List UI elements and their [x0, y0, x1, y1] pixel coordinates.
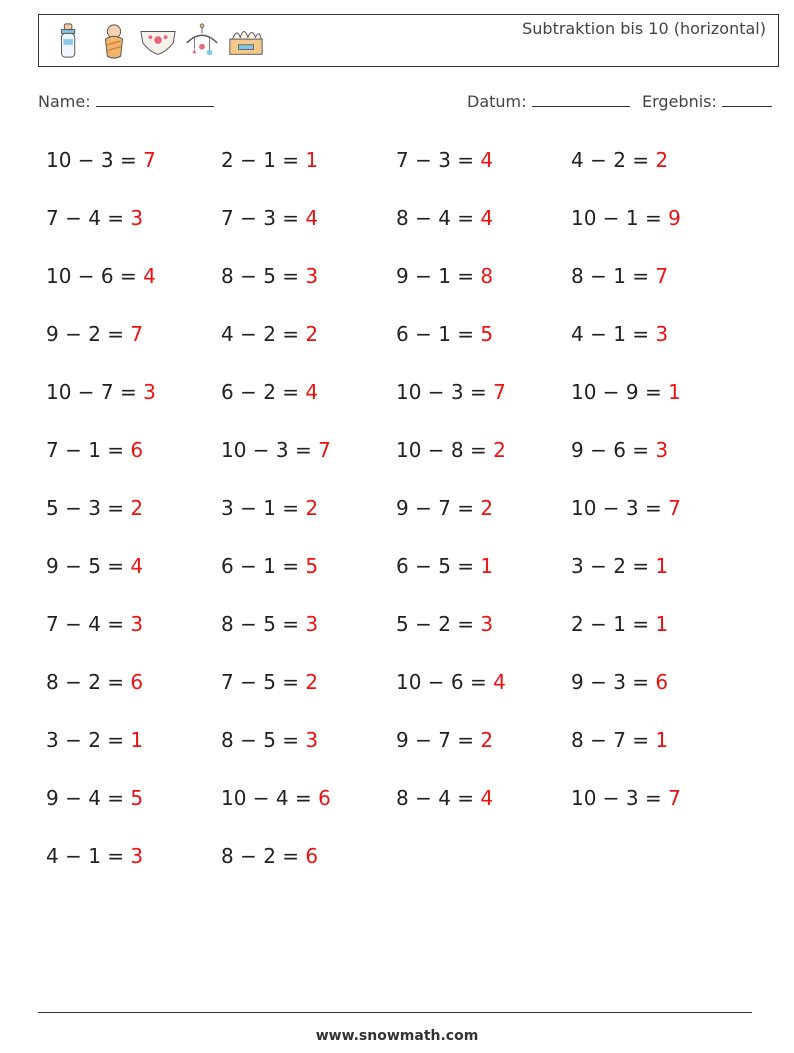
problem-answer: 5 [480, 322, 494, 346]
problem-item [571, 720, 668, 760]
worksheet-title: Subtraktion bis 10 (horizontal) [522, 19, 766, 38]
problem-answer: 1 [305, 148, 319, 172]
problem-item [46, 140, 156, 180]
problem-question: 6 − 2 = [221, 380, 300, 404]
problem-answer: 7 [668, 496, 681, 520]
problem-question: 10 − 6 = [396, 670, 487, 694]
problem-answer: 1 [668, 380, 681, 404]
problem-question: 9 − 2 = [46, 322, 125, 346]
problem-item [221, 256, 318, 296]
problem-item [571, 256, 668, 296]
problem-question: 8 − 5 = [221, 264, 300, 288]
problem-answer: 3 [130, 612, 144, 636]
problem-item [571, 546, 668, 586]
date-label: Datum: [467, 92, 527, 111]
problem-question: 8 − 2 = [46, 670, 125, 694]
name-label: Name: [38, 92, 91, 111]
problem-item [221, 836, 318, 876]
problem-answer: 7 [318, 438, 331, 462]
problem-answer: 2 [130, 496, 144, 520]
problem-answer: 7 [143, 148, 156, 172]
problem-answer: 9 [668, 206, 681, 230]
problem-answer: 4 [480, 206, 494, 230]
problem-answer: 3 [655, 438, 669, 462]
problem-item [221, 198, 318, 238]
problem-question: 10 − 4 = [221, 786, 312, 810]
problem-question: 7 − 1 = [46, 438, 125, 462]
swaddled-baby-icon [95, 22, 133, 60]
problem-question: 5 − 2 = [396, 612, 475, 636]
problem-answer: 3 [480, 612, 494, 636]
problem-question: 9 − 3 = [571, 670, 650, 694]
problem-answer: 2 [655, 148, 669, 172]
problem-question: 8 − 2 = [221, 844, 300, 868]
problem-question: 6 − 5 = [396, 554, 475, 578]
problem-question: 10 − 6 = [46, 264, 137, 288]
problem-answer: 3 [130, 844, 144, 868]
problem-item [571, 604, 668, 644]
problem-item [221, 720, 318, 760]
problem-item [571, 140, 668, 180]
name-line [96, 92, 214, 107]
problem-question: 8 − 1 = [571, 264, 650, 288]
problem-item [46, 778, 143, 818]
problem-answer: 7 [655, 264, 669, 288]
problem-item [221, 314, 318, 354]
problem-question: 4 − 2 = [571, 148, 650, 172]
problem-item [221, 778, 331, 818]
problem-answer: 8 [480, 264, 494, 288]
problem-question: 6 − 1 = [396, 322, 475, 346]
problem-question: 8 − 4 = [396, 786, 475, 810]
problem-item [571, 778, 681, 818]
footer-url: www.snowmath.com [315, 1028, 479, 1044]
problem-item [396, 662, 506, 702]
problem-item [571, 314, 668, 354]
problem-item [571, 372, 681, 412]
problem-question: 10 − 1 = [571, 206, 662, 230]
problem-item [221, 604, 318, 644]
problem-answer: 1 [655, 728, 669, 752]
problem-question: 10 − 8 = [396, 438, 487, 462]
diaper-icon [139, 22, 177, 60]
problem-question: 10 − 9 = [571, 380, 662, 404]
problem-question: 10 − 3 = [571, 786, 662, 810]
problem-answer: 6 [655, 670, 669, 694]
problem-answer: 4 [480, 786, 494, 810]
problem-answer: 3 [143, 380, 156, 404]
problem-question: 7 − 3 = [221, 206, 300, 230]
problem-answer: 2 [480, 728, 494, 752]
problem-answer: 1 [655, 554, 669, 578]
problem-answer: 3 [130, 206, 144, 230]
problem-item [46, 198, 143, 238]
problem-answer: 7 [130, 322, 144, 346]
problem-item [396, 372, 506, 412]
problem-item [221, 662, 318, 702]
worksheet-header [38, 14, 779, 67]
baby-bottle-icon [51, 22, 89, 60]
problem-answer: 5 [130, 786, 144, 810]
problem-question: 10 − 3 = [221, 438, 312, 462]
problem-answer: 2 [305, 496, 319, 520]
problem-question: 2 − 1 = [571, 612, 650, 636]
problem-answer: 1 [480, 554, 494, 578]
problem-item [46, 372, 156, 412]
problem-question: 4 − 1 = [571, 322, 650, 346]
problem-question: 2 − 1 = [221, 148, 300, 172]
problem-item [221, 140, 318, 180]
problem-item [396, 720, 493, 760]
problem-item [396, 198, 493, 238]
problem-answer: 2 [305, 322, 319, 346]
problem-item [396, 778, 493, 818]
problem-answer: 3 [305, 728, 319, 752]
problem-answer: 4 [143, 264, 156, 288]
problem-question: 3 − 2 = [571, 554, 650, 578]
problem-question: 7 − 4 = [46, 612, 125, 636]
problem-question: 7 − 3 = [396, 148, 475, 172]
problem-answer: 3 [305, 612, 319, 636]
result-label: Ergebnis: [642, 92, 717, 111]
problem-answer: 7 [668, 786, 681, 810]
problem-answer: 3 [305, 264, 319, 288]
problem-question: 3 − 1 = [221, 496, 300, 520]
problem-question: 5 − 3 = [46, 496, 125, 520]
problem-question: 9 − 7 = [396, 496, 475, 520]
problem-item [221, 430, 331, 470]
problem-item [396, 140, 493, 180]
problem-item [46, 314, 143, 354]
problem-question: 8 − 4 = [396, 206, 475, 230]
problem-item [396, 604, 493, 644]
problem-question: 3 − 2 = [46, 728, 125, 752]
problem-answer: 6 [318, 786, 331, 810]
problem-item [396, 488, 493, 528]
problem-question: 6 − 1 = [221, 554, 300, 578]
problem-answer: 7 [493, 380, 506, 404]
problem-question: 10 − 3 = [46, 148, 137, 172]
problem-item [46, 546, 143, 586]
problem-question: 9 − 5 = [46, 554, 125, 578]
problem-question: 9 − 7 = [396, 728, 475, 752]
date-field [467, 92, 630, 111]
problem-answer: 4 [130, 554, 144, 578]
problem-item [396, 314, 493, 354]
problem-item [46, 604, 143, 644]
problem-question: 8 − 5 = [221, 612, 300, 636]
problem-answer: 6 [305, 844, 319, 868]
problem-question: 9 − 4 = [46, 786, 125, 810]
problem-item [571, 198, 681, 238]
result-field [642, 92, 772, 111]
problem-question: 7 − 5 = [221, 670, 300, 694]
problem-question: 4 − 1 = [46, 844, 125, 868]
problem-question: 9 − 6 = [571, 438, 650, 462]
problem-question: 9 − 1 = [396, 264, 475, 288]
problem-question: 8 − 7 = [571, 728, 650, 752]
problem-answer: 6 [130, 670, 144, 694]
problem-answer: 4 [493, 670, 506, 694]
problem-answer: 2 [493, 438, 506, 462]
problem-item [221, 546, 318, 586]
problem-item [46, 720, 143, 760]
problem-answer: 4 [305, 206, 319, 230]
problem-answer: 4 [305, 380, 319, 404]
problem-question: 4 − 2 = [221, 322, 300, 346]
problem-answer: 3 [655, 322, 669, 346]
problem-answer: 2 [480, 496, 494, 520]
problem-item [46, 488, 143, 528]
crib-mobile-icon [183, 22, 221, 60]
problem-item [46, 256, 156, 296]
problem-item [396, 256, 493, 296]
tissue-box-icon [227, 22, 265, 60]
result-line [722, 92, 772, 107]
problem-item [46, 662, 143, 702]
problem-item [571, 430, 668, 470]
problem-item [221, 488, 318, 528]
problem-answer: 5 [305, 554, 319, 578]
header-icons [51, 21, 265, 61]
problem-item [396, 546, 493, 586]
problem-item [46, 836, 143, 876]
problem-answer: 1 [130, 728, 144, 752]
problem-question: 7 − 4 = [46, 206, 125, 230]
problem-question: 10 − 3 = [571, 496, 662, 520]
problem-question: 10 − 7 = [46, 380, 137, 404]
problem-item [571, 488, 681, 528]
problem-answer: 1 [655, 612, 669, 636]
problem-answer: 2 [305, 670, 319, 694]
problem-answer: 4 [480, 148, 494, 172]
problem-item [396, 430, 506, 470]
problem-question: 10 − 3 = [396, 380, 487, 404]
date-line [532, 92, 630, 107]
problem-answer: 6 [130, 438, 144, 462]
name-field [38, 92, 214, 111]
problem-question: 8 − 5 = [221, 728, 300, 752]
problem-item [46, 430, 143, 470]
problem-item [571, 662, 668, 702]
problem-item [221, 372, 318, 412]
footer-divider [38, 1012, 752, 1013]
